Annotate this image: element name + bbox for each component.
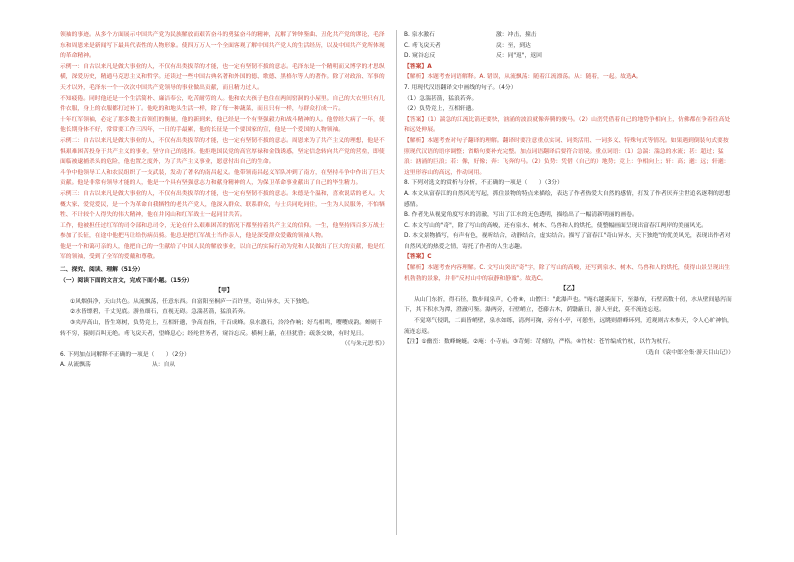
passage-yi-para2: 不觉寒气侵肌，二面皆峭壁，泉水如练，清冽可掬，旁有小亭，可憩坐，远眺则群峰环列，近观则古木参天，令人心旷神怡，流连忘返。: [404, 318, 733, 335]
subsection-heading: （一）阅读下面的文言文，完成下面小题。（15分）: [60, 277, 193, 284]
option-c-value: 戾：至，到达: [496, 42, 531, 49]
option-b-key: B. 泉水激石: [404, 32, 435, 38]
section-heading: 二、探究、阅读、理解（51分）: [60, 267, 144, 274]
example-one: 示例一：自古以来凡是做大事业的人，不仅有出类拔萃的才能，也一定有坚韧不拔的意志。毛泽东是一个精明而又博学的才思纵横，深爱历史，精通马克思主义和哲学。还读过一些中国古典名著和外国的德、歌德、黑格尔等人的著作。除了对政治、军事的天才以外，毛泽东一个一次次中国共产党领导的事业做出贡献，而且精力过人。: [60, 63, 385, 91]
left-column: [60, 30, 388, 371]
question-8-c: C. 本文写山的"奇"，除了写山的高峻，还有泉水、树木、鸟兽和人的烘托，使整幅画面呈现出富春江两岸的美丽风光。: [404, 222, 707, 229]
option-a-key: A. 从流飘荡: [60, 362, 91, 369]
option-b-value: 激：冲击，撞击: [496, 32, 537, 38]
question-8: 8. 下列对选文的赏析与分析，不正确的一项是（ ）（3分）: [404, 180, 563, 187]
option-d-value: 反：同"返"，返回: [496, 53, 542, 60]
question-7-b: （2）负势竞上，互相轩邈。: [404, 106, 478, 113]
passage-jia-para1: ①风烟俱净，天山共色。从流飘荡，任意东西。自富阳至桐庐一百许里，奇山异水，天下独绝。: [70, 298, 313, 305]
example-three-cont: 工作，他被担任过红军的司令部和总司令，无论在什么艰难困苦的情况下都坚持着共产主义的信仰。一生，他坚持四百多万战士参加了长征，在途中他把马让给伤病员骑。他总是把红军战士当作亲人，他是深受群众爱戴的领袖人物。: [60, 222, 385, 240]
option-d-key: D. 窥谷忘反: [404, 53, 436, 60]
passage-jia-para2: ②水皆缥碧，千丈见底。游鱼细石，直视无碍。急湍甚箭，猛浪若奔。: [70, 309, 250, 316]
answer-8: 【答案】C: [404, 254, 432, 261]
option-c: [404, 41, 734, 52]
passage-source: （《与朱元思书》）: [341, 341, 388, 348]
passage-jia-para3: ③夹岸高山，皆生寒树，负势竞上，互相轩邈，争高直指，千百成峰。泉水激石，泠泠作响；好鸟相鸣，嘤嘤成韵。蝉则千转不穷，猿则百叫无绝。鸢飞戾天者，望峰息心；经纶世务者，窥谷忘反。横柯上蔽，在昼犹昏；疏条交映，有时见日。: [60, 320, 383, 337]
question-7-a: （1）急湍甚箭，猛浪若奔。: [404, 95, 478, 102]
option-a-value: 从：自从: [152, 362, 176, 369]
analysis-8: 【解析】本题考查内容理解。C. 文写山突出"奇"字，除了写山的高峻，还写到泉水、树木、鸟兽和人的烘托，使得山景呈现出生机勃勃的景象，并非"反衬山中的寂静和静谧"。故选C。: [404, 265, 731, 282]
question-8-b: B. 作者先从视觉角度写水的清澈，写出了江水的无色透明，描绘出了一幅清新明丽的画卷。: [404, 212, 638, 219]
answer-7: 【答案】（1）湍急的江流比箭还要快，汹涌的波浪就像奔腾的骏马。（2）山峦凭借着自己的地势争相向上，仿佛都在争着往高处和远处伸展。: [404, 116, 731, 134]
question-7: 7. 用现代汉语翻译文中画线的句子。（4分）: [404, 84, 517, 91]
analysis-7: 【解析】本题考查对句子翻译的理解。翻译时要注意重点实词、词类活用、一词多义、特殊句式等情况。如果遇到倒装句式要按照现代汉语的语序调整；省略句要补充完整。加点词语翻译后要符合语境。重点词语：（1）急湍：湍急的水流；甚：超过；猛浪：汹涌的巨浪；若：像，好像；奔：飞奔的马。（2）负势：凭借（自己的）地势；竞上：争相向上；轩：高；邈：远；轩邈：这里形容山的高远，作动词用。: [404, 137, 730, 176]
passage-yi-note: 【注】①幽峦：数峰蜿蜒。②庵：小寺庙。③苛刻：苛刻的，严格。④竹杖：苍竹编成竹杖，以竹为杖行。: [404, 339, 675, 346]
answer-6: 【答案】A: [404, 63, 432, 70]
right-column: [404, 30, 734, 358]
example-three-end: 他是一个和蔼可亲的人，他把自己的一生献给了中国人民的解放事业，以自己的实际行动为党和人民做出了巨大的贡献，他是红军的领袖，受到了全军的爱戴和尊敬。: [60, 243, 385, 261]
passage-yi-label: 【乙】: [560, 286, 578, 293]
question-6: 6. 下列加点词解释不正确的一项是（ ）（2分）: [60, 351, 190, 358]
example-three: 示例三：自古以来凡是做大事业的人，不仅有出类拔萃的才能，也一定有坚韧不拔的意志。朱德是个温和，喜欢说话的老人。大概大家、爱党爱民，是一个为革命自我牺牲的老共产党人，他深入群众、联系群众，与士兵同吃同住，一生为人民服务，不怕牺牲、不计较个人得失的伟大精神，他在井冈山和红军战士一起同甘共苦。: [60, 190, 385, 219]
column-divider: [396, 30, 397, 535]
question-8-d: D. 本文景物描写，有声有色，视听结合，动静结合，虚实结合。描写了富春江"奇山异水，天下独绝"的优美风光，表现出作者对自然风光的热爱之情，寄托了作者的人生志趣。: [404, 233, 731, 250]
passage-yi-para1: 从山门东折，得石径，数步闻泉声，心骨⑧，山僧曰："此瀑声也。"庵右越溪而下，至瀑布，石壁高数十仞，水从壁间悬泻而下，其下积水为潭，澄澈可鉴。瀑两旁，石壁峭立，苍藤古木，荫翳蔽日，游人至此，莫不流连忘返。: [404, 296, 732, 314]
option-c-key: C. 鸢飞戾天者: [404, 42, 441, 49]
option-a: [60, 360, 388, 371]
option-d: [404, 51, 734, 62]
example-two-cont: 斗争中他领导工人和农民组织了一支武装，发动了著名的南昌起义。他带领南昌起义军队冲到了南方，在坚持斗争中作出了巨大贡献。他是非常有领导才能的人，他是一个具有坚强意志力和献身精神的人，为保卫革命事业献出了自己的毕生精力。: [60, 169, 385, 187]
question-8-a: A. 本文从富春江的自然风光写起，抓住景物的特点来描绘，表达了作者热爱大自然的感情，打发了作者厌弃尘世追名逐利的思想感情。: [404, 190, 731, 208]
answer-paragraph: 领袖的事迹。从多个方面展示中国共产党为民族解放而艰苦奋斗的勇猛奋斗的精神，瓦解了钟钟鉴曲、丑化共产党的谬论，毛泽东和周恩来是新闻写下最具代表性的人物形象。使四万万人一个全面客观了解中国共产党人的生活经历，以及中国共产党所体现的革命精神。: [60, 32, 385, 60]
example-one-end: 十年红军领袖，必定了那多数主首领们的衡量，他的新到来，他已经是一个有坚强毅力和战斗精神的人。他曾经大病了一年，使他长期身体不好，常常要工作三四年，一日的手最累，他的长征是一个要国家的宣，他是一个爱国的人物领袖。: [60, 116, 385, 134]
passage-yi-source: （选自《袁中郎全集·游天目山记》）: [642, 349, 734, 356]
option-b: [404, 30, 734, 41]
example-one-cont: 不知疲倦。同时他还是一个生活简朴、廉洁奉公，吃苦耐劳的人。他和农夫孩子也住在两间窑洞的小屋里。自己的大衣里只有几件衣服，身上的衣服都打过补丁。他吃的和地头生活一样，除了每一种蔬菜，而且只有一样，与群众打成一片。: [60, 95, 385, 113]
passage-jia-label: 【甲】: [215, 288, 233, 295]
example-two: 示例二：自古以来凡是做大事业的人，不仅有出类拔萃的才能，也一定有坚韧不拔的意志。周恩来为了共产主义的理想，他是不惧艰难困苦投身于共产主义的事业，坚守自己的选择。他拒绝国民党的高官厚禄和金钱诱惑，坚定信念转向共产党的营垒，即使面临被逮捕杀头的危险，他也置之度外，为了共产主义事业，愿意付出自己的生命。: [60, 137, 385, 166]
analysis-6: 【解析】本题考查词语解释。A. 错误，从流飘荡：随着江流漂荡。从：随着，一起。故选A。: [404, 74, 642, 81]
